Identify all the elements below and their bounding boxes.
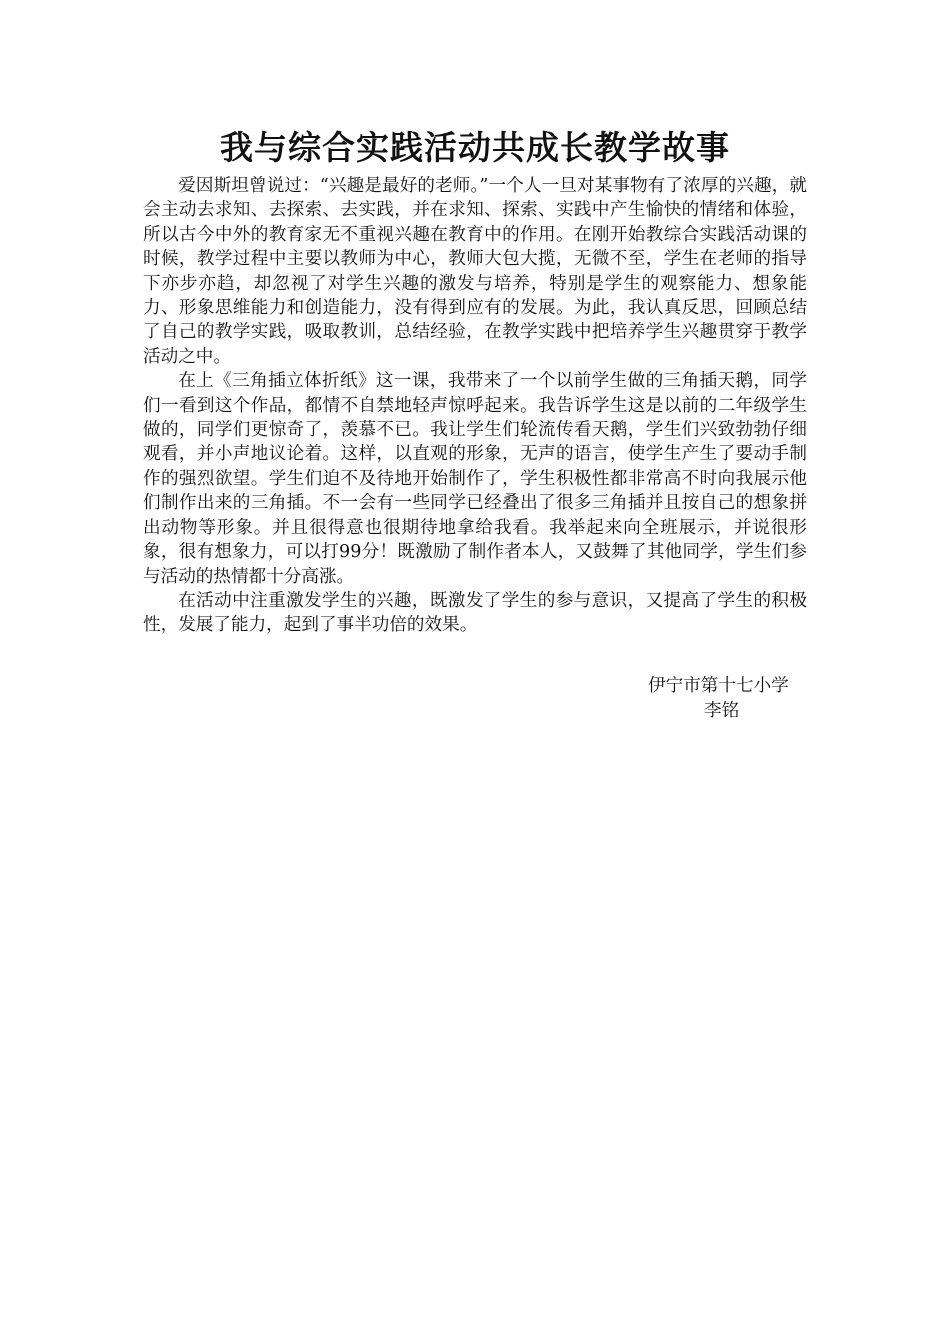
signature-author: 李铭	[704, 701, 740, 721]
document-body	[143, 174, 807, 638]
paragraph-1: 爱因斯坦曾说过：“兴趣是最好的老师。”一个人一旦对某事物有了浓厚的兴趣，就会主动去求知、去探索、去实践，并在求知、探索、实践中产生愉快的情绪和体验，所以古今中外的教育家无不重视兴趣在教育中的作用。在刚开始教综合实践活动课的时候，教学过程中主要以教师为中心，教师大包大揽，无微不至，学生在老师的指导下亦步亦趋，却忽视了对学生兴趣的激发与培养，特别是学生的观察能力、想象能力、形象思维能力和创造能力，没有得到应有的发展。为此，我认真反思，回顾总结了自己的教学实践，吸取教训，总结经验，在教学实践中把培养学生兴趣贯穿于教学活动之中。	[143, 176, 807, 367]
paragraph-3: 在活动中注重激发学生的兴趣，既激发了学生的参与意识，又提高了学生的积极性，发展了能力，起到了事半功倍的效果。	[143, 590, 807, 636]
paragraph-2: 在上《三角插立体折纸》这一课，我带来了一个以前学生做的三角插天鹅，同学们一看到这个作品，都情不自禁地轻声惊呼起来。我告诉学生这是以前的二年级学生做的，同学们更惊奇了，羡慕不已。我让学生们轮流传看天鹅，学生们兴致勃勃仔细观看，并小声地议论着。这样，以直观的形象，无声的语言，使学生产生了要动手制作的强烈欲望。学生们迫不及待地开始制作了，学生积极性都非常高不时向我展示他们制作出来的三角插。不一会有一些同学已经叠出了很多三角插并且按自己的想象拼出动物等形象。并且很得意也很期待地拿给我看。我举起来向全班展示，并说很形象，很有想象力，可以打99分！既激励了制作者本人，又鼓舞了其他同学，学生们参与活动的热情都十分高涨。	[143, 371, 807, 587]
document-title: 我与综合实践活动共成长教学故事	[220, 128, 730, 167]
signature-school: 伊宁市第十七小学	[648, 676, 789, 696]
